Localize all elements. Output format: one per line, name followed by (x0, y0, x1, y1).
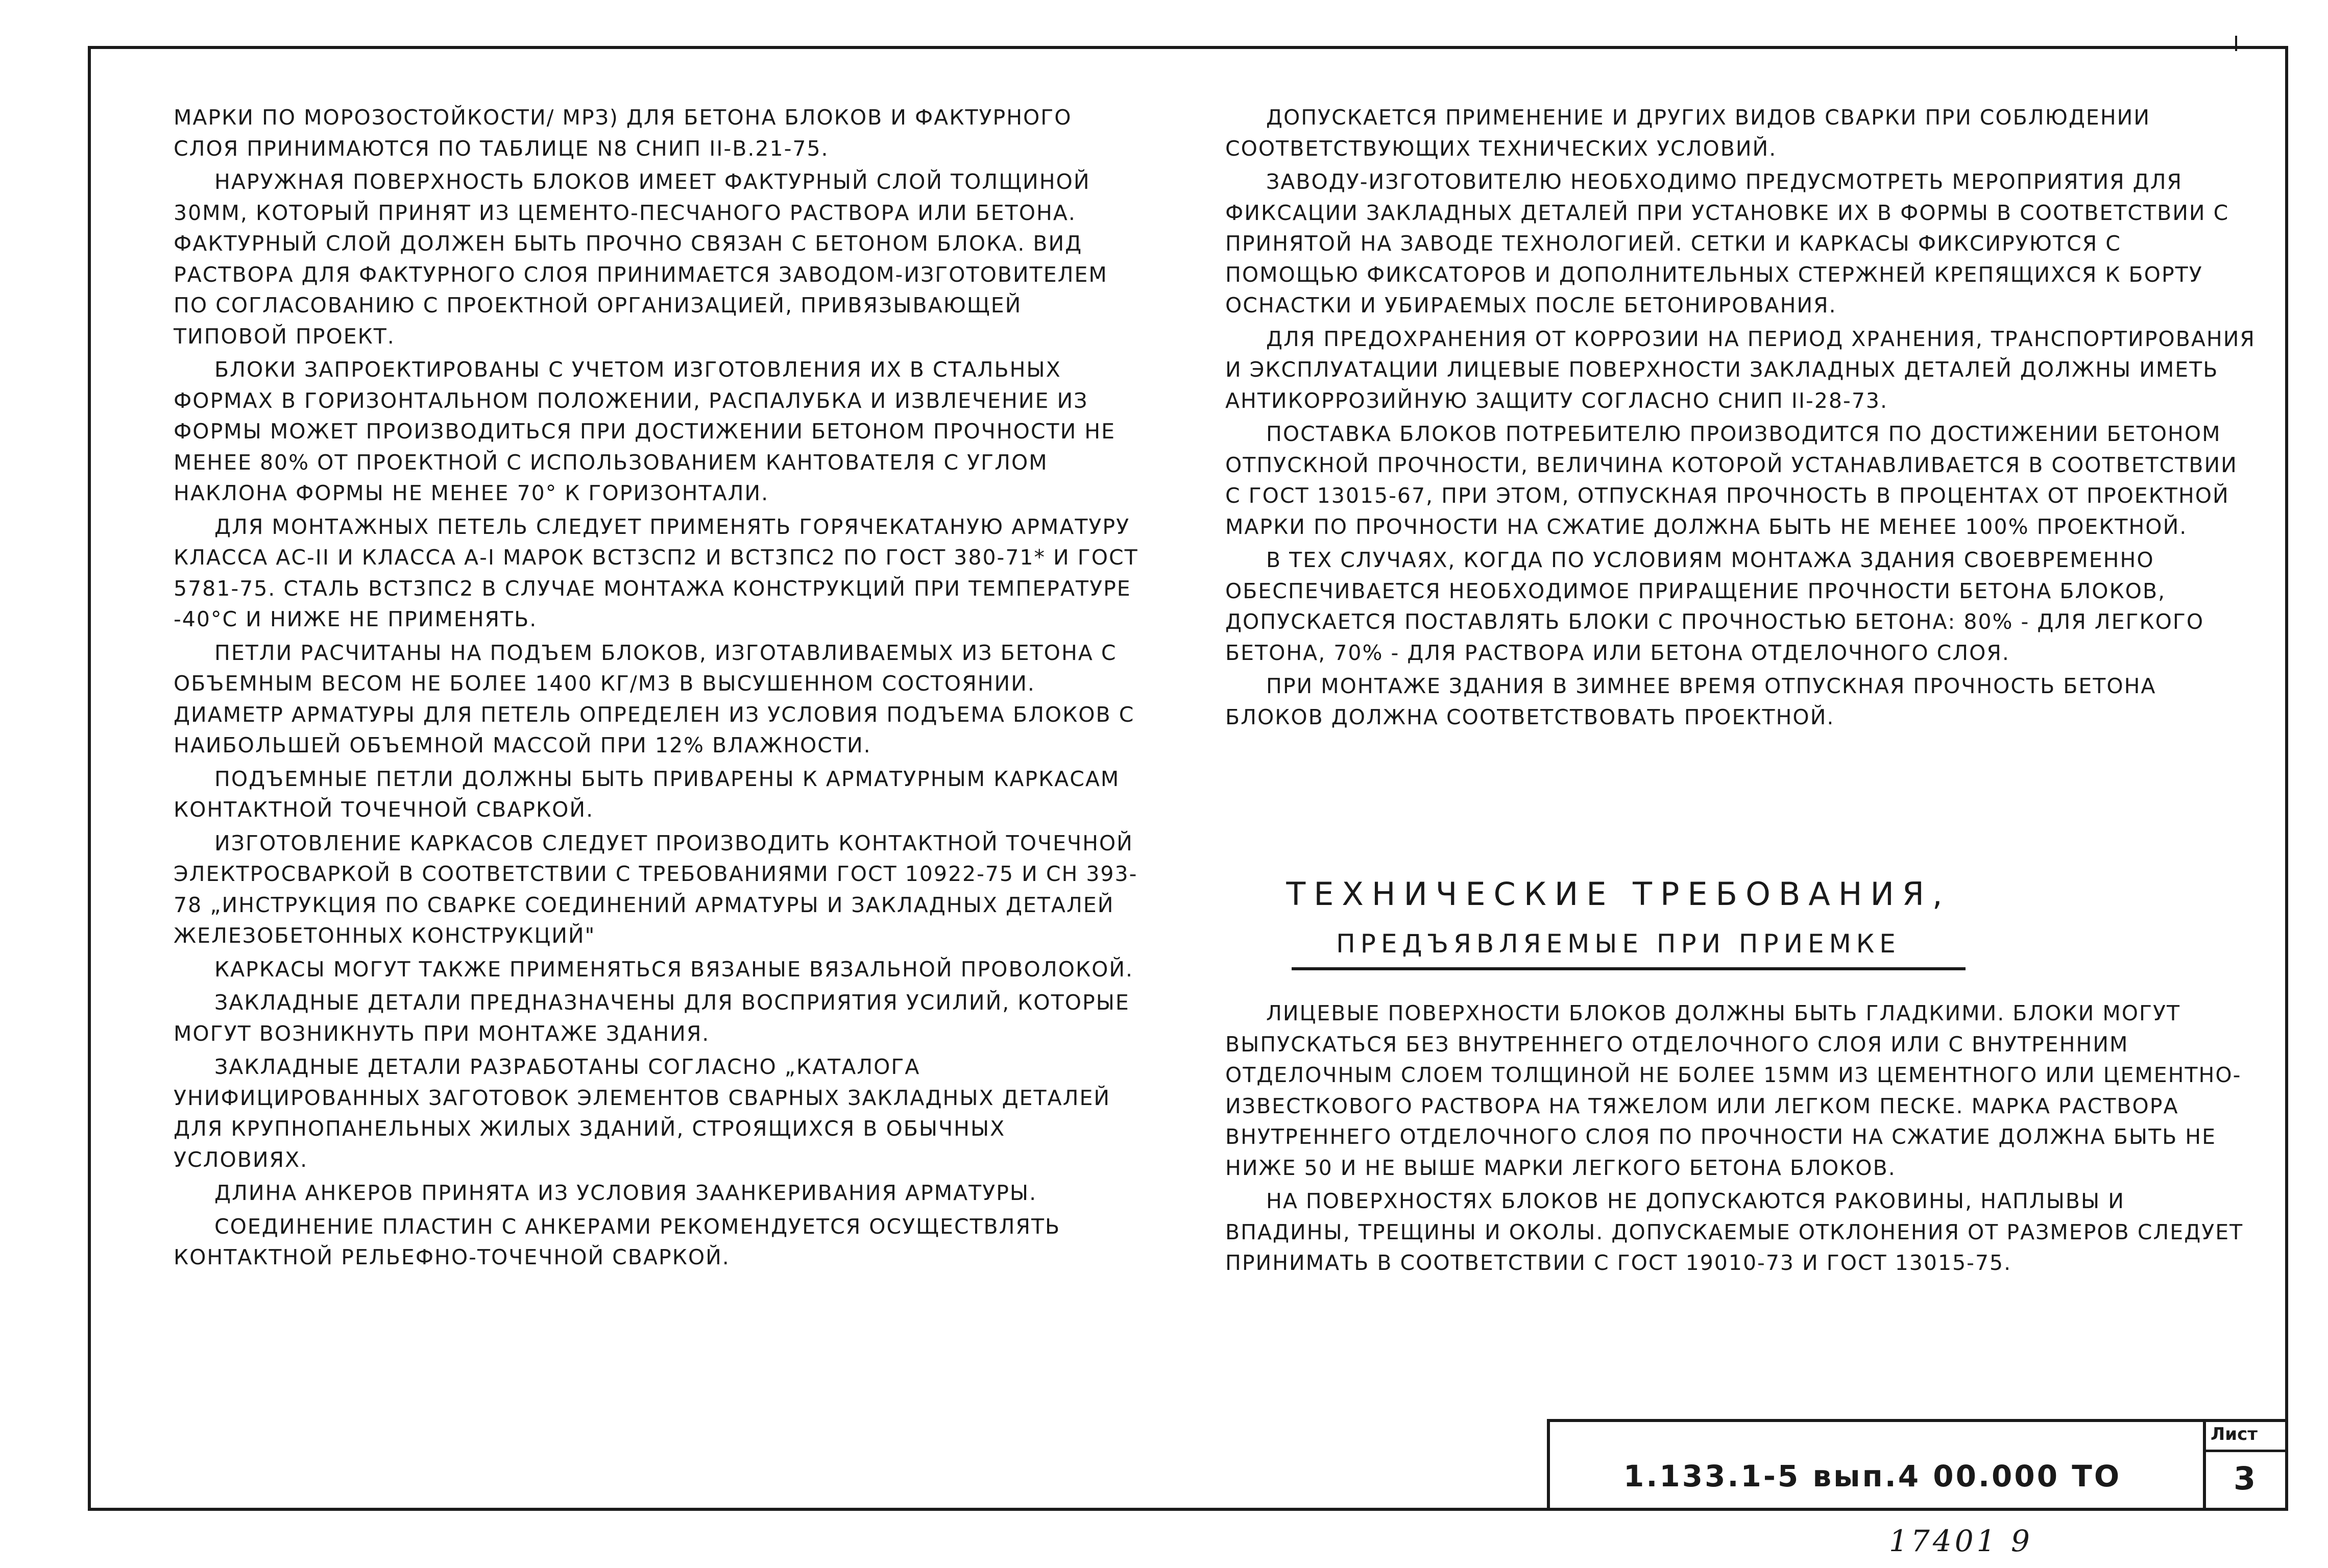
paragraph: ЗАКЛАДНЫЕ ДЕТАЛИ РАЗРАБОТАНЫ СОГЛАСНО „КАТАЛОГА УНИФИЦИРОВАННЫХ ЗАГОТОВОК ЭЛЕМЕНТОВ СВАРНЫХ ЗАКЛАДНЫХ ДЕТАЛЕЙ ДЛЯ КРУПНОПАНЕЛЬНЫХ ЖИЛЫХ ЗДАНИЙ, СТРОЯЩИХСЯ В ОБЫЧНЫХ УСЛОВИЯХ. (174, 1055, 1111, 1172)
paragraph: ПЕТЛИ РАСЧИТАНЫ НА ПОДЪЕМ БЛОКОВ, ИЗГОТАВЛИВАЕМЫХ ИЗ БЕТОНА С ОБЪЕМНЫМ ВЕСОМ НЕ БОЛЕЕ 1400 КГ/М3 В ВЫСУШЕННОМ СОСТОЯНИИ. ДИАМЕТР АРМАТУРЫ ДЛЯ ПЕТЕЛЬ ОПРЕДЕЛЕН ИЗ УСЛОВИЯ ПОДЪЕМА БЛОКОВ С НАИБОЛЬШЕЙ ОБЪЕМНОЙ МАССОЙ ПРИ 12% ВЛАЖНОСТИ. (174, 640, 1135, 757)
right-text-column (1225, 102, 2257, 735)
section-subtitle: ПРЕДЪЯВЛЯЕМЫЕ ПРИ ПРИЕМКЕ (1336, 929, 1901, 959)
sheet-cell-divider (2203, 1450, 2288, 1452)
document-code: 1.133.1-5 вып.4 00.000 ТО (1623, 1459, 2122, 1493)
paragraph: КАРКАСЫ МОГУТ ТАКЖЕ ПРИМЕНЯТЬСЯ ВЯЗАНЫЕ ВЯЗАЛЬНОЙ ПРОВОЛОКОЙ. (214, 957, 1134, 982)
acceptance-text-column (1225, 998, 2257, 1281)
paragraph: НАРУЖНАЯ ПОВЕРХНОСТЬ БЛОКОВ ИМЕЕТ ФАКТУРНЫЙ СЛОЙ ТОЛЩИНОЙ 30ММ, КОТОРЫЙ ПРИНЯТ ИЗ ЦЕМЕНТО-ПЕСЧАНОГО РАСТВОРА ИЛИ БЕТОНА. ФАКТУРНЫЙ СЛОЙ ДОЛЖЕН БЫТЬ ПРОЧНО СВЯЗАН С БЕТОНОМ БЛОКА. ВИД РАСТВОРА ДЛЯ ФАКТУРНОГО СЛОЯ ПРИНИМАЕТСЯ ЗАВОДОМ-ИЗГОТОВИТЕЛЕМ ПО СОГЛАСОВАНИЮ С ПРОЕКТНОЙ ОРГАНИЗАЦИЕЙ, ПРИВЯЗЫВАЮЩЕЙ ТИПОВОЙ ПРОЕКТ. (174, 169, 1108, 349)
paragraph: ДОПУСКАЕТСЯ ПРИМЕНЕНИЕ И ДРУГИХ ВИДОВ СВАРКИ ПРИ СОБЛЮДЕНИИ СООТВЕТСТВУЮЩИХ ТЕХНИЧЕСКИХ УСЛОВИЙ. (1225, 105, 2150, 161)
paragraph: ПОДЪЕМНЫЕ ПЕТЛИ ДОЛЖНЫ БЫТЬ ПРИВАРЕНЫ К АРМАТУРНЫМ КАРКАСАМ КОНТАКТНОЙ ТОЧЕЧНОЙ СВАРКОЙ. (174, 766, 1120, 822)
paragraph: МАРКИ ПО МОРОЗОСТОЙКОСТИ/ МРЗ) ДЛЯ БЕТОНА БЛОКОВ И ФАКТУРНОГО СЛОЯ ПРИНИМАЮТСЯ ПО ТАБЛИЦЕ N8 СНИП II-В.21-75. (174, 105, 1072, 161)
paragraph: БЛОКИ ЗАПРОЕКТИРОВАНЫ С УЧЕТОМ ИЗГОТОВЛЕНИЯ ИХ В СТАЛЬНЫХ ФОРМАХ В ГОРИЗОНТАЛЬНОМ ПОЛОЖЕНИИ, РАСПАЛУБКА И ИЗВЛЕЧЕНИЕ ИЗ ФОРМЫ МОЖЕТ ПРОИЗВОДИТЬСЯ ПРИ ДОСТИЖЕНИИ БЕТОНОМ ПРОЧНОСТИ НЕ МЕНЕЕ 80% ОТ ПРОЕКТНОЙ С ИСПОЛЬЗОВАНИЕМ КАНТОВАТЕЛЯ С УГЛОМ НАКЛОНА ФОРМЫ НЕ МЕНЕЕ 70° К ГОРИЗОНТАЛИ. (174, 357, 1116, 505)
handwritten-note: 17401 9 (1889, 1524, 2033, 1558)
paragraph: СОЕДИНЕНИЕ ПЛАСТИН С АНКЕРАМИ РЕКОМЕНДУЕТСЯ ОСУЩЕСТВЛЯТЬ КОНТАКТНОЙ РЕЛЬЕФНО-ТОЧЕЧНОЙ СВАРКОЙ. (174, 1214, 1061, 1269)
paragraph: ИЗГОТОВЛЕНИЕ КАРКАСОВ СЛЕДУЕТ ПРОИЗВОДИТЬ КОНТАКТНОЙ ТОЧЕЧНОЙ ЭЛЕКТРОСВАРКОЙ В СООТВЕТСТВИИ С ТРЕБОВАНИЯМИ ГОСТ 10922-75 И СН 393-78 „ИНСТРУКЦИЯ ПО СВАРКЕ СОЕДИНЕНИЙ АРМАТУРЫ И ЗАКЛАДНЫХ ДЕТАЛЕЙ ЖЕЛЕЗОБЕТОННЫХ КОНСТРУКЦИЙ" (174, 830, 1138, 948)
sheet-number: 3 (2234, 1460, 2256, 1497)
paragraph: ПОСТАВКА БЛОКОВ ПОТРЕБИТЕЛЮ ПРОИЗВОДИТСЯ ПО ДОСТИЖЕНИИ БЕТОНОМ ОТПУСКНОЙ ПРОЧНОСТИ, ВЕЛИЧИНА КОТОРОЙ УСТАНАВЛИВАЕТСЯ В СООТВЕТСТВИИ С ГОСТ 13015-67, ПРИ ЭТОМ, ОТПУСКНАЯ ПРОЧНОСТЬ В ПРОЦЕНТАХ ОТ ПРОЕКТНОЙ МАРКИ ПО ПРОЧНОСТИ НА СЖАТИЕ ДОЛЖНА БЫТЬ НЕ МЕНЕЕ 100% ПРОЕКТНОЙ. (1225, 422, 2238, 539)
paragraph: НА ПОВЕРХНОСТЯХ БЛОКОВ НЕ ДОПУСКАЮТСЯ РАКОВИНЫ, НАПЛЫВЫ И ВПАДИНЫ, ТРЕЩИНЫ И ОКОЛЫ. ДОПУСКАЕМЫЕ ОТКЛОНЕНИЯ ОТ РАЗМЕРОВ СЛЕДУЕТ ПРИНИМАТЬ В СООТВЕТСТВИИ С ГОСТ 19010-73 И ГОСТ 13015-75. (1225, 1189, 2244, 1275)
paragraph: ДЛЯ ПРЕДОХРАНЕНИЯ ОТ КОРРОЗИИ НА ПЕРИОД ХРАНЕНИЯ, ТРАНСПОРТИРОВАНИЯ И ЭКСПЛУАТАЦИИ ЛИЦЕВЫЕ ПОВЕРХНОСТИ ЗАКЛАДНЫХ ДЕТАЛЕЙ ДОЛЖНЫ ИМЕТЬ АНТИКОРРОЗИЙНУЮ ЗАЩИТУ СОГЛАСНО СНИП II-28-73. (1225, 326, 2256, 413)
paragraph: В ТЕХ СЛУЧАЯХ, КОГДА ПО УСЛОВИЯМ МОНТАЖА ЗДАНИЯ СВОЕВРЕМЕННО ОБЕСПЕЧИВАЕТСЯ НЕОБХОДИМОЕ ПРИРАЩЕНИЕ ПРОЧНОСТИ БЕТОНА БЛОКОВ, ДОПУСКАЕТСЯ ПОСТАВЛЯТЬ БЛОКИ С ПРОЧНОСТЬЮ БЕТОНА: 80% - ДЛЯ ЛЕГКОГО БЕТОНА, 70% - ДЛЯ РАСТВОРА ИЛИ БЕТОНА ОТДЕЛОЧНОГО СЛОЯ. (1225, 548, 2204, 665)
paragraph: ЗАВОДУ-ИЗГОТОВИТЕЛЮ НЕОБХОДИМО ПРЕДУСМОТРЕТЬ МЕРОПРИЯТИЯ ДЛЯ ФИКСАЦИИ ЗАКЛАДНЫХ ДЕТАЛЕЙ ПРИ УСТАНОВКЕ ИХ В ФОРМЫ В СООТВЕТСТВИИ С ПРИНЯТОЙ НА ЗАВОДЕ ТЕХНОЛОГИЕЙ. СЕТКИ И КАРКАСЫ ФИКСИРУЮТСЯ С ПОМОЩЬЮ ФИКСАТОРОВ И ДОПОЛНИТЕЛЬНЫХ СТЕРЖНЕЙ КРЕПЯЩИХСЯ К БОРТУ ОСНАСТКИ И УБИРАЕМЫХ ПОСЛЕ БЕТОНИРОВАНИЯ. (1225, 169, 2229, 317)
frame-corner-tick (2235, 36, 2237, 51)
paragraph: ДЛИНА АНКЕРОВ ПРИНЯТА ИЗ УСЛОВИЯ ЗААНКЕРИВАНИЯ АРМАТУРЫ. (214, 1181, 1037, 1205)
paragraph: ДЛЯ МОНТАЖНЫХ ПЕТЕЛЬ СЛЕДУЕТ ПРИМЕНЯТЬ ГОРЯЧЕКАТАНУЮ АРМАТУРУ КЛАССА АС-II И КЛАССА А-I МАРОК ВСТ3СП2 И ВСТ3ПС2 ПО ГОСТ 380-71* И ГОСТ 5781-75. СТАЛЬ ВСТ3ПС2 В СЛУЧАЕ МОНТАЖА КОНСТРУКЦИЙ ПРИ ТЕМПЕРАТУРЕ -40°С И НИЖЕ НЕ ПРИМЕНЯТЬ. (174, 514, 1138, 631)
paragraph: ПРИ МОНТАЖЕ ЗДАНИЯ В ЗИМНЕЕ ВРЕМЯ ОТПУСКНАЯ ПРОЧНОСТЬ БЕТОНА БЛОКОВ ДОЛЖНА СООТВЕТСТВОВАТЬ ПРОЕКТНОЙ. (1225, 674, 2156, 729)
title-underline (1292, 967, 1966, 970)
section-title: ТЕХНИЧЕСКИЕ ТРЕБОВАНИЯ, (1286, 875, 1951, 913)
sheet-label: Лист (2211, 1424, 2258, 1444)
paragraph: ЗАКЛАДНЫЕ ДЕТАЛИ ПРЕДНАЗНАЧЕНЫ ДЛЯ ВОСПРИЯТИЯ УСИЛИЙ, КОТОРЫЕ МОГУТ ВОЗНИКНУТЬ ПРИ МОНТАЖЕ ЗДАНИЯ. (174, 990, 1130, 1046)
paragraph: ЛИЦЕВЫЕ ПОВЕРХНОСТИ БЛОКОВ ДОЛЖНЫ БЫТЬ ГЛАДКИМИ. БЛОКИ МОГУТ ВЫПУСКАТЬСЯ БЕЗ ВНУТРЕННЕГО ОТДЕЛОЧНОГО СЛОЯ ИЛИ С ВНУТРЕННИМ ОТДЕЛОЧНЫМ СЛОЕМ ТОЛЩИНОЙ НЕ БОЛЕЕ 15ММ ИЗ ЦЕМЕНТНОГО ИЛИ ЦЕМЕНТНО-ИЗВЕСТКОВОГО РАСТВОРА НА ТЯЖЕЛОМ ИЛИ ЛЕГКОМ ПЕСКЕ. МАРКА РАСТВОРА ВНУТРЕННЕГО ОТДЕЛОЧНОГО СЛОЯ ПО ПРОЧНОСТИ НА СЖАТИЕ ДОЛЖНА БЫТЬ НЕ НИЖЕ 50 И НЕ ВЫШЕ МАРКИ ЛЕГКОГО БЕТОНА БЛОКОВ. (1225, 1001, 2242, 1180)
left-text-column (174, 102, 1144, 1276)
